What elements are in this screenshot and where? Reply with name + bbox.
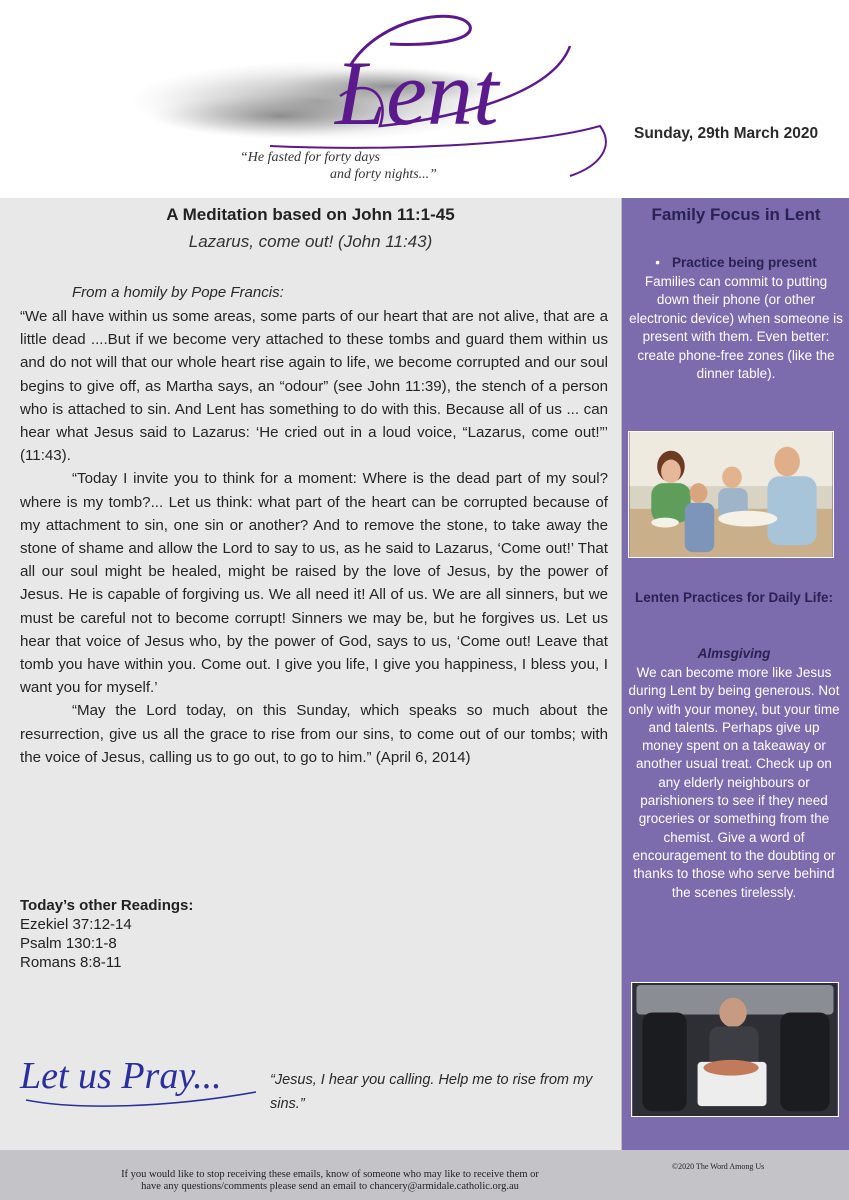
homily-quote bbox=[20, 305, 608, 769]
lent-logo-word: Lent bbox=[335, 42, 499, 144]
lenten-practices-heading: Lenten Practices for Daily Life: bbox=[634, 590, 834, 605]
quote-paragraph: “Today I invite you to think for a moment: Where is the dead part of my soul? where is my tomb?... Let us think: what part of the heart can be corrupted because of my attachment to sin, one sin or another? And to remove the stone, to take away the stone of shame and allow the Lord to say to us, as he said to Lazarus, ‘Come out!’ That all our soul might be healed, might be raised by the love of Jesus, by the power of Jesus. He is capable of forgiving us. We all need it! All of us. We are all sinners, but we must be careful not to become corrupt! Sinners we may be, but he forgives us. Let us hear that voice of Jesus who, by the power of God, says to us, ‘Come out! Leave that tomb you have within you. Come out. I give you life, I give you happiness, I bless you, I want you for myself.’ bbox=[20, 470, 608, 697]
car-groceries-photo bbox=[631, 982, 839, 1117]
readings-heading: Today’s other Readings: bbox=[20, 897, 194, 914]
sidebar-title: Family Focus in Lent bbox=[651, 205, 821, 224]
newsletter-footer bbox=[0, 1150, 849, 1200]
meditation-column bbox=[0, 198, 621, 1150]
almsgiving-body: We can become more like Jesus during Lent by being generous. Not only with your money, but your time and talents. Perhaps give up money spent on a takeaway or another usual treat. Check up on any elderly neighbours or parishioners to see if they need groceries or something from the chemist. Give a word of encouragement to the doubting or thanks to those who serve behind the scenes tirelessly. bbox=[628, 665, 840, 900]
unsubscribe-note bbox=[60, 1169, 600, 1193]
footer-note-line: If you would like to stop receiving these emails, know of someone who may like to receive them or bbox=[121, 1169, 539, 1180]
homily-intro: From a homily by Pope Francis: bbox=[72, 284, 284, 301]
bullet-icon: • bbox=[655, 255, 660, 270]
focus-heading: Practice being present bbox=[671, 255, 817, 270]
quote-paragraph: “We all have within us some areas, some parts of our heart that are not alive, that are a little dead ....But if we become very attached to these tombs and guard them within us and do not will that our whole heart rise again to life, we become corrupted and our soul begins to give off, as Martha says, an “odour” (see John 11:39), the stench of a person who is attached to sin. And Lent has something to do with this. Because all of us ... can hear what Jesus said to Lazarus: ‘He cried out in a loud voice, “Lazarus, come out!”’ (11:43). bbox=[20, 308, 608, 465]
other-readings bbox=[20, 896, 193, 972]
almsgiving-heading: Almsgiving bbox=[697, 646, 771, 661]
reading-item: Romans 8:8-11 bbox=[20, 954, 122, 971]
meditation-title: A Meditation based on John 11:1-45 bbox=[166, 205, 455, 224]
tagline-line-1: “He fasted for forty days bbox=[240, 150, 380, 165]
copyright: ©2020 The Word Among Us bbox=[672, 1162, 765, 1171]
quote-paragraph: “May the Lord today, on this Sunday, which speaks so much about the resurrection, give us all the grace to rise from our sins, to come out of our tombs; with the voice of Jesus, calling us to go out, to go to him.” (April 6, 2014) bbox=[20, 702, 608, 766]
focus-body: Families can commit to putting down their phone (or other electronic device) when someone is present with them. Even better: create phone-free zones (like the dinner table). bbox=[629, 273, 843, 381]
family-dinner-photo bbox=[628, 431, 834, 558]
prayer-text: “Jesus, I hear you calling. Help me to rise from my sins.” bbox=[270, 1072, 593, 1112]
family-focus-sidebar bbox=[621, 198, 849, 1150]
issue-date: Sunday, 29th March 2020 bbox=[634, 125, 819, 142]
meditation-subtitle: Lazarus, come out! (John 11:43) bbox=[188, 232, 433, 251]
let-us-pray-heading bbox=[16, 1030, 266, 1120]
family-focus-block bbox=[628, 254, 844, 384]
tagline-line-2: and forty nights...” bbox=[330, 167, 437, 182]
reading-item: Psalm 130:1-8 bbox=[20, 935, 117, 952]
footer-note-line: have any questions/comments please send an email to chancery@armidale.catholic.org.au bbox=[141, 1181, 519, 1192]
reading-item: Ezekiel 37:12-14 bbox=[20, 916, 132, 933]
newsletter-header bbox=[0, 0, 849, 198]
pray-heading-text: Let us Pray... bbox=[20, 1055, 222, 1097]
